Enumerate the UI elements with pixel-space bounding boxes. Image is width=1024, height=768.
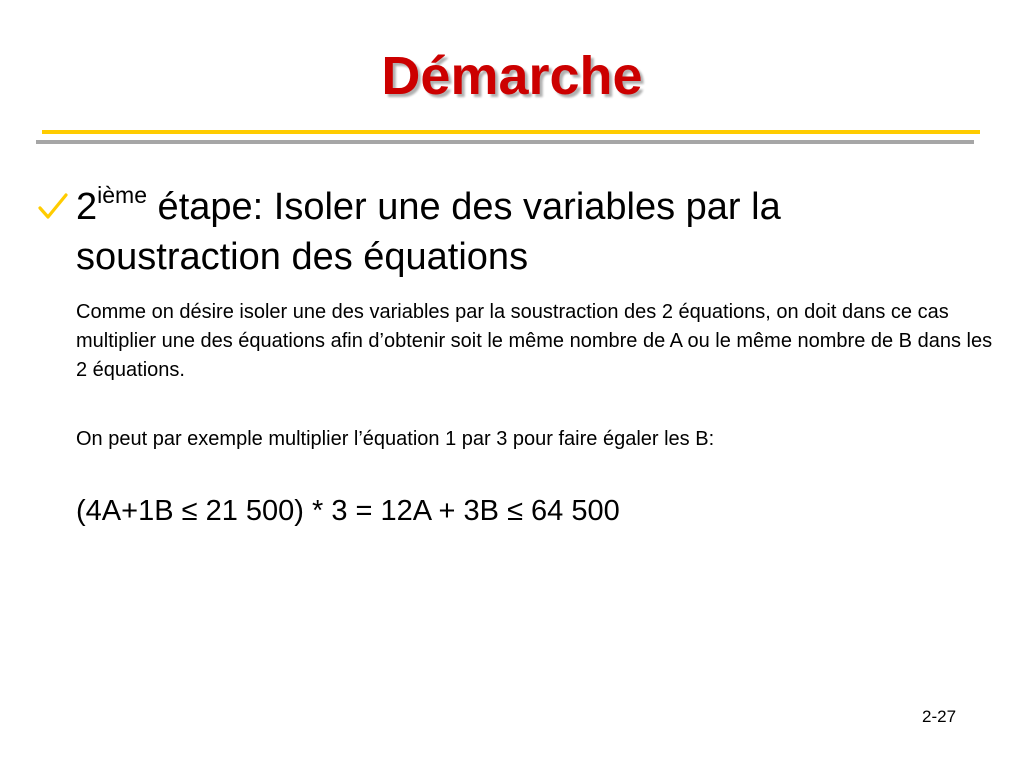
title-divider-yellow: [42, 130, 980, 134]
check-mark-icon: [36, 190, 70, 224]
slide-title: Démarche: [381, 46, 643, 106]
step-number: 2: [76, 186, 98, 228]
step-text: étape: Isoler une des variables par la soustraction des équations: [76, 186, 781, 278]
explanation-paragraph: Comme on désire isoler une des variables par la soustraction des 2 équations, on doit dans ce cas multiplier une des équations afin d’obtenir soit le même nombre de A ou le même nombre de B dans les 2 équations.: [76, 301, 993, 381]
example-paragraph: On peut par exemple multiplier l’équation 1 par 3 pour faire égaler les B:: [76, 428, 715, 450]
step-superscript: ième: [97, 182, 147, 208]
bullet-heading: [76, 184, 996, 280]
page-number: 2-27: [922, 707, 957, 726]
equation: (4A+1B ≤ 21 500) * 3 = 12A + 3B ≤ 64 500: [76, 495, 620, 527]
bullet-item: [36, 184, 996, 280]
title-divider-gray: [36, 140, 974, 144]
